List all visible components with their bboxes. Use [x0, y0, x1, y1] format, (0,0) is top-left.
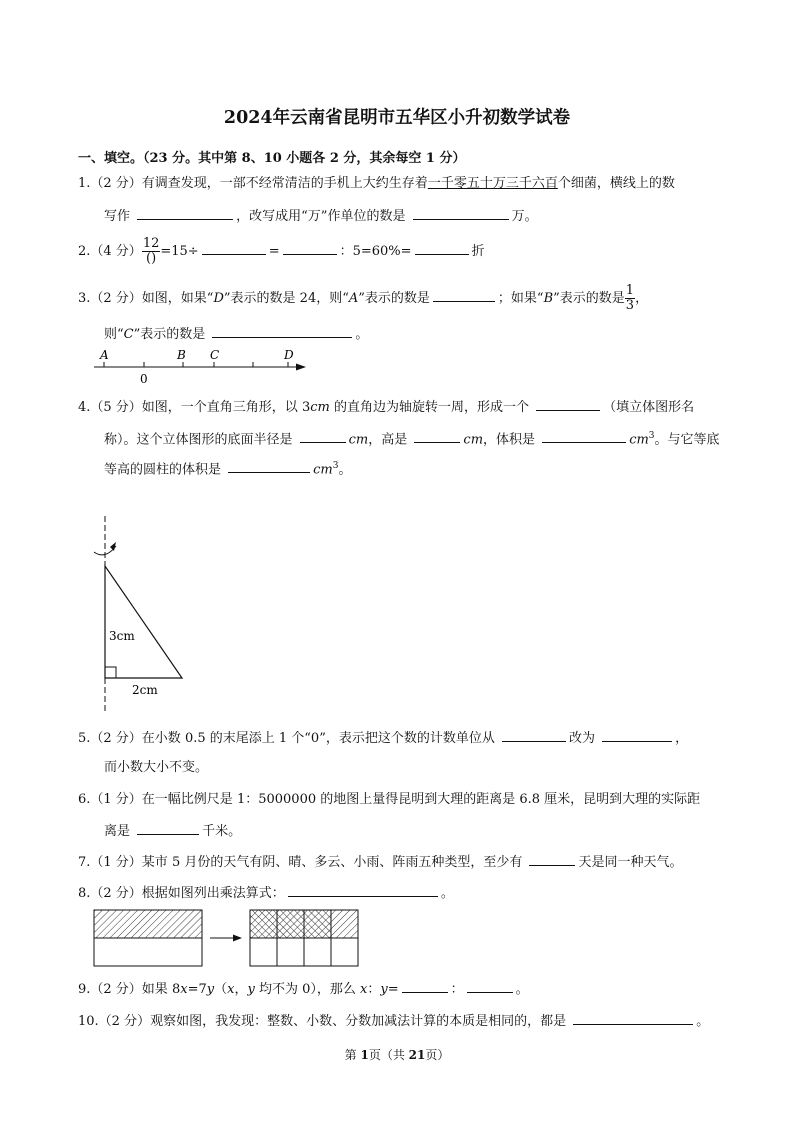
question-5-line-2: 而小数大小不变。 — [104, 760, 209, 775]
page-footer: 第 1页（共 21页） — [344, 1048, 450, 1062]
answer-blank[interactable] — [202, 242, 266, 255]
point-label-d: D — [284, 348, 294, 362]
question-2: 2.（4 分） $\frac{12}{()}$ =15÷ = ：5=60%= 折 — [78, 236, 485, 266]
total-pages: 21 — [408, 1048, 426, 1062]
question-9: 9.（2 分）如果 8x=7y（x，y 均不为 0），那么 x：y= ： 。 — [78, 982, 529, 997]
right-angle-mark — [105, 667, 116, 678]
height-label: 3cm — [109, 629, 135, 643]
point-label-c: C — [210, 348, 220, 362]
question-8: 8.（2 分）根据如图列出乘法算式： 。 — [78, 886, 454, 901]
underlined-number-text: 一千零五十万三千六百 — [427, 176, 558, 191]
answer-blank[interactable] — [283, 242, 337, 255]
page-title: 2024年云南省昆明市五华区小升初数学试卷 — [223, 108, 571, 128]
answer-blank[interactable] — [502, 729, 566, 742]
answer-blank[interactable] — [542, 430, 626, 443]
question-6-line-1: 6.（1 分）在一幅比例尺是 1：5000000 的地图上量得昆明到大理的距离是 6.8 厘米，昆明到大理的实际距 — [78, 792, 701, 807]
answer-blank[interactable] — [228, 460, 310, 473]
answer-blank[interactable] — [413, 207, 509, 220]
answer-blank[interactable] — [137, 822, 199, 835]
question-7: 7.（1 分）某市 5 月份的天气有阴、晴、多云、小雨、阵雨五种类型，至少有 天是同一种天气。 — [78, 855, 683, 870]
answer-blank[interactable] — [415, 242, 469, 255]
answer-blank[interactable] — [300, 430, 346, 443]
right-triangle — [105, 566, 182, 678]
answer-blank[interactable] — [529, 853, 575, 866]
question-1-line-1: 1.（2 分）有调查发现，一部不经常清洁的手机上大约生存着一千零五十万三千六百个细菌，横线上的数 — [78, 176, 675, 191]
base-label: 2cm — [132, 683, 158, 697]
answer-blank[interactable] — [602, 729, 672, 742]
question-1-line-2: 写作 ，改写成用“万”作单位的数是 万。 — [104, 209, 538, 224]
fraction-grid-figure — [92, 906, 364, 970]
question-3-line-2: 则“C”表示的数是 。 — [104, 327, 369, 342]
answer-blank[interactable] — [288, 884, 438, 897]
question-3-line-1: 3.（2 分）如图，如果“D”表示的数是 24，则“A”表示的数是 ；如果“B”表示的数是 $\frac{1}{3}$ ， — [78, 283, 649, 313]
number-line — [90, 345, 310, 389]
point-label-b: B — [177, 348, 186, 362]
double-shaded-part — [250, 910, 331, 938]
question-4-line-1: 4.（5 分）如图，一个直角三角形，以 3cm 的直角边为轴旋转一周，形成一个 （填立体图形名 — [78, 400, 695, 415]
arrow-right-icon — [296, 364, 306, 371]
question-4-line-3: 等高的圆柱的体积是 $cm^3$。 — [104, 461, 352, 478]
answer-blank[interactable] — [467, 980, 513, 993]
answer-blank[interactable] — [402, 980, 448, 993]
fraction: $\frac{12}{()}$ — [142, 236, 160, 266]
origin-label: 0 — [140, 372, 148, 386]
answer-blank[interactable] — [433, 289, 495, 302]
question-5-line-1: 5.（2 分）在小数 0.5 的末尾添上 1 个“0”，表示把这个数的计数单位从 改为 ， — [78, 731, 689, 746]
question-4-line-2: 称）。这个立体图形的底面半径是 cm，高是 cm，体积是 $cm^3$。与它等底 — [104, 431, 720, 448]
question-6-line-2: 离是 千米。 — [104, 824, 242, 839]
shaded-half — [94, 910, 202, 938]
answer-blank[interactable] — [414, 430, 460, 443]
section-heading: 一、填空。（23 分。其中第 8、10 小题各 2 分，其余每空 1 分） — [78, 151, 466, 166]
page-number: 1 — [360, 1048, 369, 1062]
answer-blank[interactable] — [573, 1012, 693, 1025]
fraction: $\frac{1}{3}$ — [625, 283, 635, 313]
triangle-figure — [86, 514, 196, 719]
point-label-a: A — [100, 348, 109, 362]
question-10: 10.（2 分）观察如图，我发现：整数、小数、分数加减法计算的本质是相同的，都是 。 — [78, 1014, 710, 1029]
answer-blank[interactable] — [536, 398, 600, 411]
answer-blank[interactable] — [212, 325, 352, 338]
answer-blank[interactable] — [137, 207, 233, 220]
